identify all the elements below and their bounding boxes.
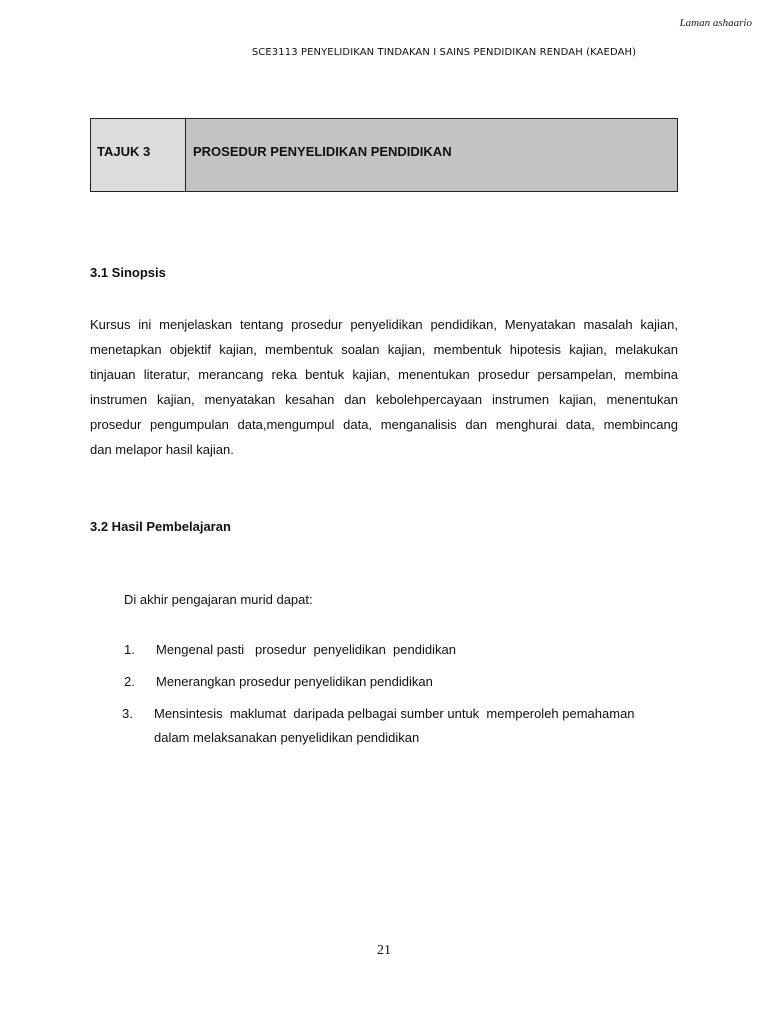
author-name: Laman ashaario [679, 17, 752, 29]
topic-label: TAJUK 3 [91, 119, 186, 191]
course-title: SCE3113 PENYELIDIKAN TINDAKAN I SAINS PENDIDIKAN RENDAH (KAEDAH) [251, 47, 637, 58]
list-item-number: 1. [124, 642, 135, 657]
section-heading-hasil-pembelajaran: 3.2 Hasil Pembelajaran [90, 519, 231, 534]
objectives-intro: Di akhir pengajaran murid dapat: [124, 592, 313, 607]
list-item-number: 2. [124, 674, 135, 689]
list-item-number: 3. [122, 706, 133, 721]
synopsis-line: instrumen kajian, menyatakan kesahan dan kebolehpercayaan instrumen kajian, menentukan [90, 392, 678, 407]
list-item-text: Mensintesis maklumat daripada pelbagai sumber untuk memperoleh pemahaman dalam melaksanakan penyelidikan pendidikan [154, 706, 635, 745]
synopsis-line: tinjauan literatur, merancang reka bentuk kajian, menentukan prosedur persampelan, membina [90, 367, 678, 382]
synopsis-line: Kursus ini menjelaskan tentang prosedur penyelidikan pendidikan, Menyatakan masalah kajian, [90, 317, 678, 332]
topic-title: PROSEDUR PENYELIDIKAN PENDIDIKAN [186, 119, 677, 191]
topic-table [90, 118, 678, 192]
synopsis-line: menetapkan objektif kajian, membentuk soalan kajian, membentuk hipotesis kajian, melakukan [90, 342, 678, 357]
section-heading-sinopsis: 3.1 Sinopsis [90, 265, 166, 280]
synopsis-line: dan melapor hasil kajian. [90, 442, 234, 457]
list-item-text: Mengenal pasti prosedur penyelidikan pendidikan [156, 642, 456, 657]
list-item-text: Menerangkan prosedur penyelidikan pendidikan [156, 674, 433, 689]
synopsis-line: prosedur pengumpulan data,mengumpul data, menganalisis dan menghurai data, membincang [90, 417, 678, 432]
page-number: 21 [377, 943, 391, 958]
synopsis-paragraph [90, 312, 678, 462]
